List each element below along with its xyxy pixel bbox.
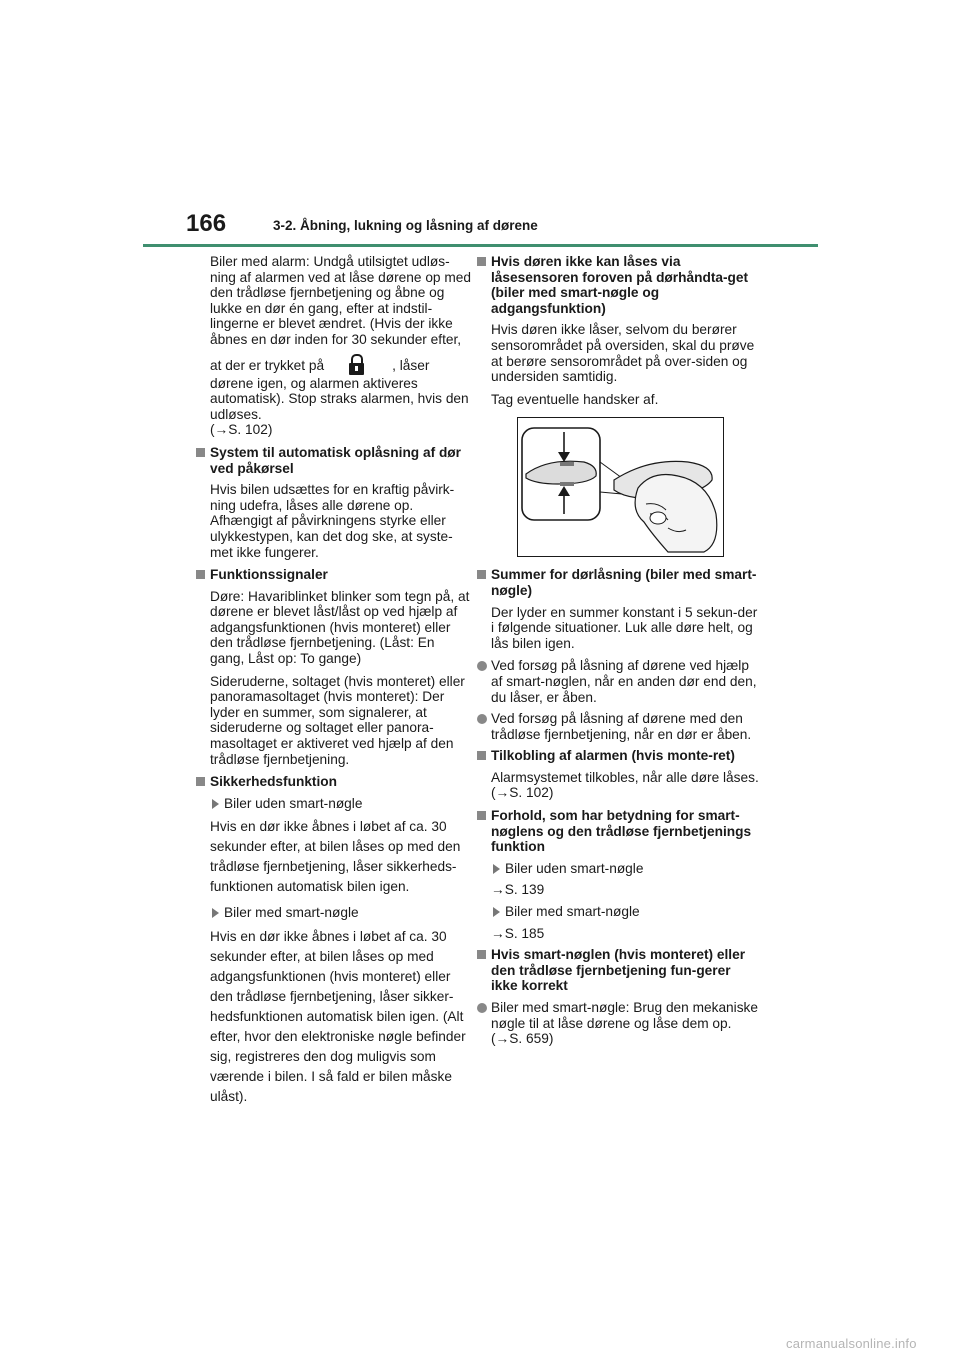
sub-no-smart-key-right: Biler uden smart-nøgle bbox=[491, 861, 759, 877]
intro-text: Biler med alarm: Undgå utilsigtet udløs-ning af alarmen ved at låse dørene op med den trådløse fjernbetjening og åbne og lukke en dør én gang, efter at indstil-lingerne er blevet ændret. (Hvis der ikke åbnes en dør inden for 30 sekunder efter, bbox=[210, 254, 471, 347]
fault-bullet: Biler med smart-nøgle: Brug den mekaniske nøgle til at låse dørene og låse dem op. (→S. 659) bbox=[477, 1000, 759, 1047]
square-bullet-icon bbox=[196, 777, 205, 786]
intro-paragraph bbox=[210, 254, 472, 438]
sub-no-smart-key: Biler uden smart-nøgle bbox=[210, 796, 472, 812]
heading-conditions: Forhold, som har betydning for smart-nøglens og den trådløse fjernbetjenings funktion bbox=[477, 808, 759, 855]
square-bullet-icon bbox=[196, 448, 205, 457]
square-bullet-icon bbox=[477, 257, 486, 266]
right-column bbox=[491, 254, 759, 1053]
sub-smart-key-right: Biler med smart-nøgle bbox=[491, 904, 759, 920]
square-bullet-icon bbox=[196, 570, 205, 579]
circle-bullet-icon bbox=[477, 1003, 487, 1013]
intro-before-icon: at der er trykket på bbox=[210, 357, 325, 373]
watermark: carmanualsonline.info bbox=[786, 1336, 917, 1351]
triangle-arrow-icon bbox=[493, 907, 500, 917]
intro-ref: (→S. 102) bbox=[210, 422, 273, 438]
section-title: 3-2. Åbning, lukning og låsning af dørene bbox=[273, 218, 538, 233]
triangle-arrow-icon bbox=[212, 799, 219, 809]
heading-fault: Hvis smart-nøglen (hvis monteret) eller den trådløse fjernbetjening fun-gerer ikke korrekt bbox=[477, 947, 759, 994]
buzzer-bullet-2: Ved forsøg på låsning af dørene med den trådløse fjernbetjening, når en dør er åben. bbox=[477, 711, 759, 742]
door-handle-illustration bbox=[517, 417, 724, 557]
sub-smart-key: Biler med smart-nøgle bbox=[210, 905, 472, 921]
lock-icon bbox=[348, 354, 366, 376]
square-bullet-icon bbox=[477, 570, 486, 579]
square-bullet-icon bbox=[477, 811, 486, 820]
ref-no-smart: →S. 139 bbox=[491, 882, 545, 898]
heading-alarm: Tilkobling af alarmen (hvis monte-ret) bbox=[477, 748, 759, 764]
intro-continued bbox=[210, 354, 472, 438]
gloves-paragraph: Tag eventuelle handsker af. bbox=[491, 391, 659, 407]
sensor-paragraph: Hvis døren ikke låser, selvom du berører sensorområdet på oversiden, skal du prøve at berøre sensorområdet på over-siden og undersiden samtidig. bbox=[491, 322, 755, 385]
signals-paragraph-1: Døre: Havariblinket blinker som tegn på, at dørene er blevet låst/låst op ved hjælp af adgangsfunktionen (hvis monteret) eller den trådløse fjernbetjening. (Låst: En gang, Låst op: To gange) bbox=[210, 588, 470, 667]
smart-paragraph: Hvis en dør ikke åbnes i løbet af ca. 30 sekunder efter, at bilen låses op med adgangsfunktionen (hvis monteret) eller den trådløse fjernbetjening, låser sikker-hedsfunktionen automatisk bilen igen. (Alt efter, hvor den elektroniske nøgle befinder sig, registreres den dog muligvis som værende i bilen. I så fald er bilen måske ulåst). bbox=[210, 929, 466, 1104]
alarm-paragraph: Alarmsystemet tilkobles, når alle døre låses. (→S. 102) bbox=[491, 769, 759, 801]
page-number: 166 bbox=[186, 210, 227, 237]
header-rule bbox=[143, 244, 818, 247]
triangle-arrow-icon bbox=[212, 908, 219, 918]
buzzer-paragraph: Der lyder en summer konstant i 5 sekun-der i følgende situationer. Luk alle døre helt, og lås bilen igen. bbox=[491, 604, 758, 651]
heading-sensor: Hvis døren ikke kan låses via låsesensoren foroven på dørhåndta-get (biler med smart-nøgle og adgangsfunktion) bbox=[477, 254, 759, 316]
left-column bbox=[210, 254, 472, 1107]
buzzer-bullet-1: Ved forsøg på låsning af dørene ved hjælp af smart-nøglen, når en anden dør end den, du låser, er åben. bbox=[477, 658, 759, 705]
intro-after-icon: , låser dørene igen, og alarmen aktiveres automatisk). Stop straks alarmen, hvis den udløses. bbox=[210, 357, 469, 422]
triangle-arrow-icon bbox=[493, 864, 500, 874]
no-smart-paragraph: Hvis en dør ikke åbnes i løbet af ca. 30 sekunder efter, at bilen låses op med den trådløse fjernbetjening, låser sikkerheds-funktionen automatisk bilen igen. bbox=[210, 819, 461, 895]
square-bullet-icon bbox=[477, 751, 486, 760]
heading-security: Sikkerhedsfunktion bbox=[196, 774, 472, 790]
heading-autounlock: System til automatisk oplåsning af dør ved påkørsel bbox=[196, 445, 472, 476]
heading-signals: Funktionssignaler bbox=[196, 567, 472, 583]
signals-paragraph-2: Sideruderne, soltaget (hvis monteret) eller panoramasoltaget (hvis monteret): Der lyder en summer, som signalerer, at sideruderne og soltaget eller panora-masoltaget er aktiveret ved hjælp af den trådløse fjernbetjening. bbox=[210, 673, 465, 767]
autounlock-paragraph: Hvis bilen udsættes for en kraftig påvirk-ning udefra, låses alle dørene op. Afhængigt af påvirkningens styrke eller ulykkestypen, kan det dog ske, at syste-met ikke fungerer. bbox=[210, 482, 455, 560]
ref-smart: →S. 185 bbox=[491, 925, 545, 941]
heading-buzzer: Summer for dørlåsning (biler med smart-nøgle) bbox=[477, 567, 759, 598]
circle-bullet-icon bbox=[477, 661, 487, 671]
square-bullet-icon bbox=[477, 950, 486, 959]
circle-bullet-icon bbox=[477, 714, 487, 724]
